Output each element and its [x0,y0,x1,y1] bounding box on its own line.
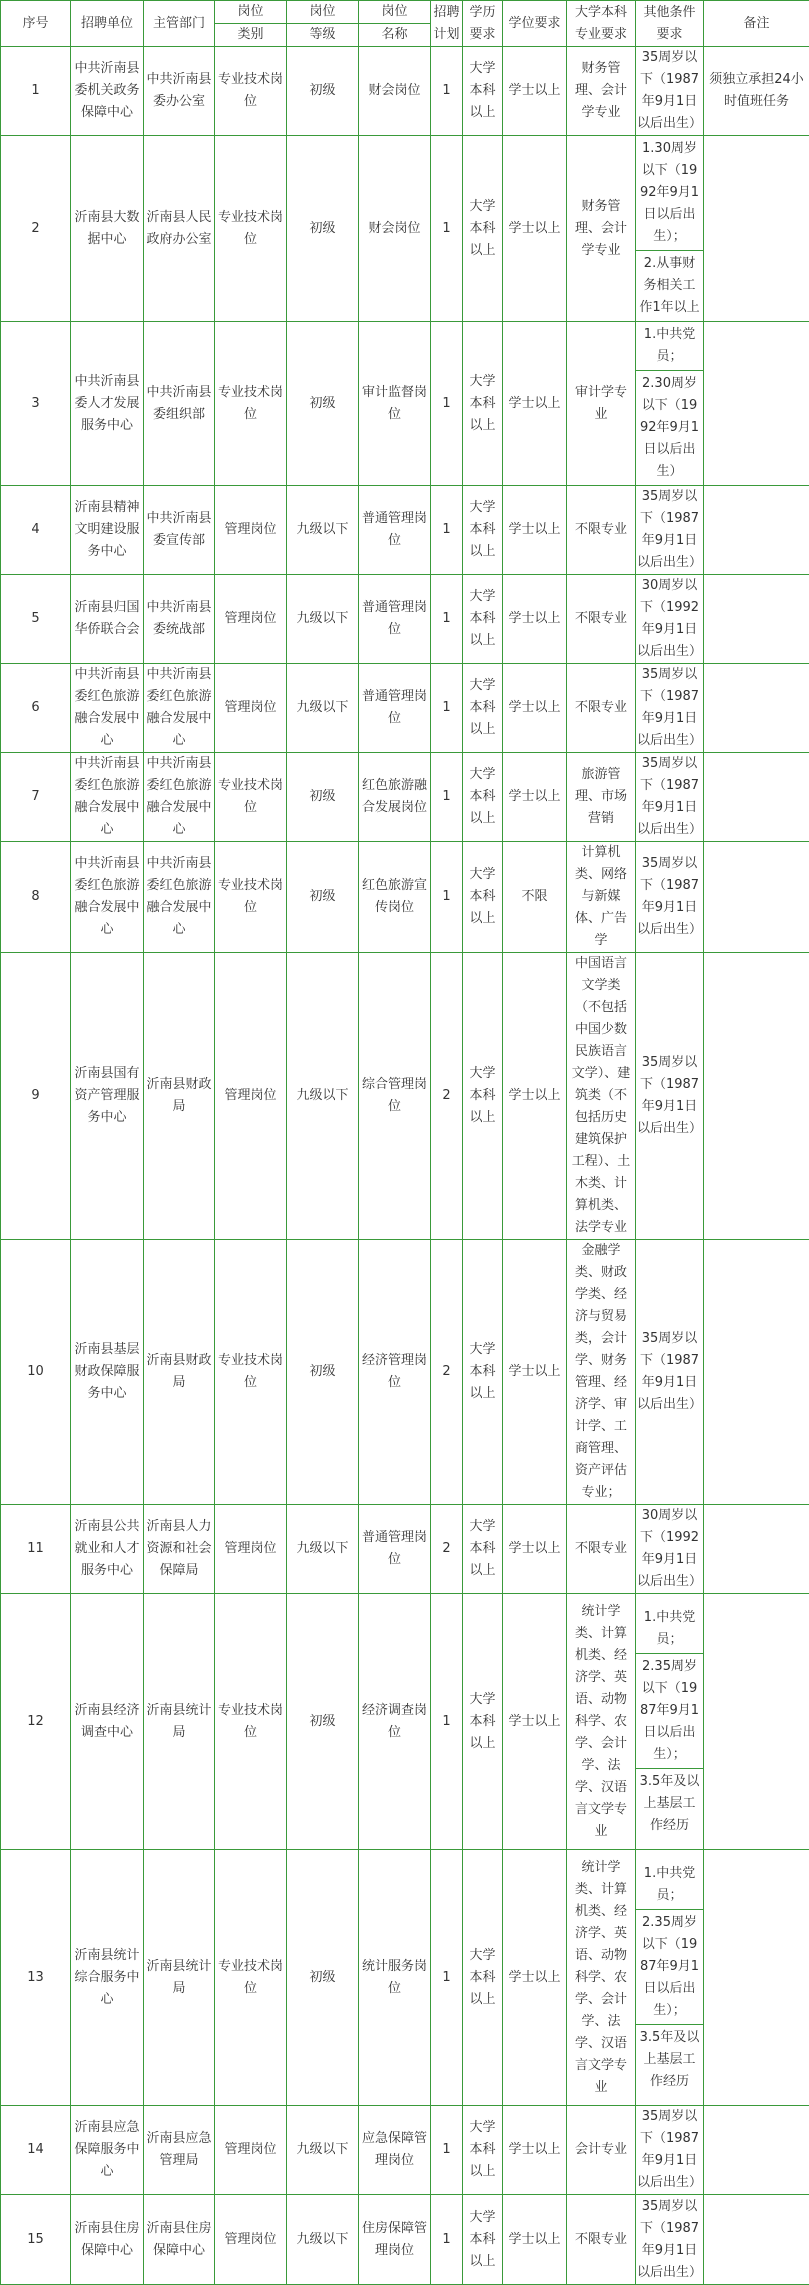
row-degree: 学士以上 [503,2195,567,2285]
row-degree: 学士以上 [503,1850,567,2106]
row-grade: 初级 [287,1850,359,2106]
row-edu: 大学本科以上 [463,1240,503,1505]
row-name: 综合管理岗位 [359,953,431,1240]
row-note [704,486,809,575]
row-edu: 大学本科以上 [463,664,503,753]
row-unit: 中共沂南县委红色旅游融合发展中心 [71,664,144,753]
row-type: 管理岗位 [215,486,287,575]
row-name: 统计服务岗位 [359,1850,431,2106]
row-seq: 15 [1,2195,71,2285]
row-name: 普通管理岗位 [359,575,431,664]
row-dept: 沂南县统计局 [144,1850,215,2106]
row-degree: 学士以上 [503,575,567,664]
row-other: 35周岁以下（1987年9月1日以后出生） [636,47,704,136]
row-seq: 6 [1,664,71,753]
row-note: 须独立承担24小时值班任务 [704,47,809,136]
row-grade: 九级以下 [287,2106,359,2195]
row-grade: 初级 [287,1594,359,1850]
row-note [704,1505,809,1594]
row-plan: 1 [431,47,463,136]
row-major: 审计学专业 [567,322,636,486]
row-grade: 九级以下 [287,1505,359,1594]
row-plan: 1 [431,486,463,575]
row-type: 管理岗位 [215,664,287,753]
header-pos-type-top: 岗位 [215,1,287,24]
row-unit: 中共沂南县委人才发展服务中心 [71,322,144,486]
row-unit: 沂南县国有资产管理服务中心 [71,953,144,1240]
row-note [704,1594,809,1850]
table-row [1,842,809,953]
row-grade: 九级以下 [287,2195,359,2285]
row-other: 35周岁以下（1987年9月1日以后出生） [636,486,704,575]
row-other: 30周岁以下（1992年9月1日以后出生） [636,1505,704,1594]
table-row [1,575,809,664]
table-row [1,322,809,486]
row-other: 35周岁以下（1987年9月1日以后出生） [636,842,704,953]
row-unit: 中共沂南县委机关政务保障中心 [71,47,144,136]
row-dept: 沂南县财政局 [144,953,215,1240]
row-other-item: 1.中共党员； [636,1605,703,1654]
row-edu: 大学本科以上 [463,322,503,486]
row-note [704,842,809,953]
row-other-item: 2.35周岁以下（1987年9月1日以后出生）； [636,1909,703,2024]
row-name: 普通管理岗位 [359,1505,431,1594]
row-other-item: 3.5年及以上基层工作经历 [636,1768,703,1839]
row-note [704,575,809,664]
row-edu: 大学本科以上 [463,1850,503,2106]
row-major: 统计学类、计算机类、经济学、英语、动物科学、农学、会计学、法学、汉语言文学专业 [567,1850,636,2106]
row-major: 不限专业 [567,486,636,575]
header-pos-grade-top: 岗位 [287,1,359,24]
row-seq: 4 [1,486,71,575]
row-seq: 10 [1,1240,71,1505]
row-edu: 大学本科以上 [463,842,503,953]
row-degree: 学士以上 [503,664,567,753]
header-degree: 学位要求 [503,1,567,47]
header-other: 其他条件要求 [636,1,704,47]
row-other: 35周岁以下（1987年9月1日以后出生） [636,2106,704,2195]
row-name: 普通管理岗位 [359,664,431,753]
row-type: 管理岗位 [215,2106,287,2195]
row-grade: 初级 [287,753,359,842]
row-type: 管理岗位 [215,2195,287,2285]
table-row [1,136,809,322]
row-other: 30周岁以下（1992年9月1日以后出生） [636,575,704,664]
row-plan: 1 [431,1594,463,1850]
row-type: 专业技术岗位 [215,1240,287,1505]
row-type: 管理岗位 [215,575,287,664]
row-note [704,664,809,753]
row-name: 财会岗位 [359,136,431,322]
row-edu: 大学本科以上 [463,47,503,136]
row-edu: 大学本科以上 [463,2195,503,2285]
row-name: 经济调查岗位 [359,1594,431,1850]
row-note [704,322,809,486]
row-note [704,753,809,842]
row-major: 计算机类、网络与新媒体、广告学 [567,842,636,953]
row-dept: 沂南县住房保障中心 [144,2195,215,2285]
row-edu: 大学本科以上 [463,136,503,322]
row-other-item: 3.5年及以上基层工作经历 [636,2024,703,2095]
row-plan: 1 [431,1850,463,2106]
table-row [1,2195,809,2285]
row-unit: 沂南县归国华侨联合会 [71,575,144,664]
row-grade: 九级以下 [287,486,359,575]
row-unit: 中共沂南县委红色旅游融合发展中心 [71,842,144,953]
row-name: 红色旅游宣传岗位 [359,842,431,953]
row-dept: 中共沂南县委红色旅游融合发展中心 [144,753,215,842]
row-unit: 中共沂南县委红色旅游融合发展中心 [71,753,144,842]
row-name: 普通管理岗位 [359,486,431,575]
row-type: 专业技术岗位 [215,1850,287,2106]
header-unit: 招聘单位 [71,1,144,47]
row-grade: 初级 [287,47,359,136]
table-body [1,47,809,2285]
table-row [1,1850,809,2106]
row-grade: 初级 [287,136,359,322]
row-name: 审计监督岗位 [359,322,431,486]
row-dept: 中共沂南县委统战部 [144,575,215,664]
row-grade: 九级以下 [287,575,359,664]
row-name: 住房保障管理岗位 [359,2195,431,2285]
row-other [636,136,704,322]
row-edu: 大学本科以上 [463,486,503,575]
table-row [1,1240,809,1505]
header-major: 大学本科专业要求 [567,1,636,47]
row-dept: 中共沂南县委办公室 [144,47,215,136]
row-edu: 大学本科以上 [463,1594,503,1850]
header-dept: 主管部门 [144,1,215,47]
row-seq: 8 [1,842,71,953]
row-other-item: 1.30周岁以下（1992年9月1日以后出生）； [636,136,703,251]
row-grade: 初级 [287,1240,359,1505]
row-degree: 不限 [503,842,567,953]
row-dept: 中共沂南县委红色旅游融合发展中心 [144,842,215,953]
row-major: 财务管理、会计学专业 [567,47,636,136]
row-major: 不限专业 [567,1505,636,1594]
row-name: 财会岗位 [359,47,431,136]
row-grade: 初级 [287,842,359,953]
row-other-item: 2.35周岁以下（1987年9月1日以后出生）； [636,1653,703,1768]
row-major: 中国语言文学类（不包括中国少数民族语言文学）、建筑类（不包括历史建筑保护工程）、土木类、计算机类、法学专业 [567,953,636,1240]
row-major: 统计学类、计算机类、经济学、英语、动物科学、农学、会计学、法学、汉语言文学专业 [567,1594,636,1850]
row-type: 专业技术岗位 [215,322,287,486]
row-major: 不限专业 [567,2195,636,2285]
table-row [1,664,809,753]
row-dept: 中共沂南县委红色旅游融合发展中心 [144,664,215,753]
row-degree: 学士以上 [503,136,567,322]
row-edu: 大学本科以上 [463,2106,503,2195]
row-degree: 学士以上 [503,322,567,486]
row-dept: 沂南县人民政府办公室 [144,136,215,322]
row-other-item: 1.中共党员； [636,1861,703,1910]
row-type: 管理岗位 [215,1505,287,1594]
row-degree: 学士以上 [503,47,567,136]
row-seq: 11 [1,1505,71,1594]
table-row [1,1505,809,1594]
header-seq: 序号 [1,1,71,47]
row-name: 红色旅游融合发展岗位 [359,753,431,842]
row-type: 专业技术岗位 [215,47,287,136]
row-plan: 1 [431,575,463,664]
table-row [1,486,809,575]
row-other: 35周岁以下（1987年9月1日以后出生） [636,664,704,753]
row-degree: 学士以上 [503,1594,567,1850]
row-degree: 学士以上 [503,2106,567,2195]
row-plan: 1 [431,136,463,322]
header-pos-type: 类别 [215,24,287,47]
row-unit: 沂南县住房保障中心 [71,2195,144,2285]
row-unit: 沂南县应急保障服务中心 [71,2106,144,2195]
row-major: 会计专业 [567,2106,636,2195]
row-edu: 大学本科以上 [463,953,503,1240]
row-plan: 1 [431,664,463,753]
row-plan: 2 [431,953,463,1240]
row-grade: 九级以下 [287,953,359,1240]
row-dept: 沂南县统计局 [144,1594,215,1850]
row-plan: 1 [431,2195,463,2285]
header-note: 备注 [704,1,809,47]
row-other: 35周岁以下（1987年9月1日以后出生） [636,1240,704,1505]
row-plan: 2 [431,1240,463,1505]
row-seq: 9 [1,953,71,1240]
row-other: 35周岁以下（1987年9月1日以后出生） [636,953,704,1240]
row-other-item: 2.30周岁以下（1992年9月1日以后出生） [636,371,703,486]
row-type: 管理岗位 [215,953,287,1240]
row-name: 应急保障管理岗位 [359,2106,431,2195]
row-type: 专业技术岗位 [215,842,287,953]
row-edu: 大学本科以上 [463,753,503,842]
table-row [1,753,809,842]
row-degree: 学士以上 [503,1240,567,1505]
row-other-item: 2.从事财务相关工作1年以上 [636,251,703,322]
row-seq: 7 [1,753,71,842]
row-unit: 沂南县精神文明建设服务中心 [71,486,144,575]
row-plan: 2 [431,1505,463,1594]
row-other [636,1594,704,1850]
row-seq: 5 [1,575,71,664]
row-plan: 1 [431,2106,463,2195]
row-dept: 沂南县应急管理局 [144,2106,215,2195]
row-major: 金融学类、财政学类、经济与贸易类，会计学、财务管理、经济学、审计学、工商管理、资产评估专业； [567,1240,636,1505]
row-seq: 1 [1,47,71,136]
header-pos-grade: 等级 [287,24,359,47]
row-grade: 九级以下 [287,664,359,753]
row-name: 经济管理岗位 [359,1240,431,1505]
row-note [704,1850,809,2106]
header-edu: 学历要求 [463,1,503,47]
row-unit: 沂南县统计综合服务中心 [71,1850,144,2106]
row-other-item: 1.中共党员； [636,322,703,371]
row-note [704,1240,809,1505]
table-row [1,47,809,136]
header-plan: 招聘计划 [431,1,463,47]
row-degree: 学士以上 [503,953,567,1240]
row-type: 专业技术岗位 [215,136,287,322]
row-dept: 中共沂南县委组织部 [144,322,215,486]
row-unit: 沂南县基层财政保障服务中心 [71,1240,144,1505]
row-major: 不限专业 [567,575,636,664]
row-other: 35周岁以下（1987年9月1日以后出生） [636,2195,704,2285]
row-note [704,2195,809,2285]
header-pos-name: 名称 [359,24,431,47]
row-other [636,1850,704,2106]
row-major: 不限专业 [567,664,636,753]
row-degree: 学士以上 [503,486,567,575]
header-pos-name-top: 岗位 [359,1,431,24]
row-unit: 沂南县公共就业和人才服务中心 [71,1505,144,1594]
row-seq: 12 [1,1594,71,1850]
row-plan: 1 [431,322,463,486]
row-note [704,953,809,1240]
row-major: 旅游管理、市场营销 [567,753,636,842]
row-type: 专业技术岗位 [215,1594,287,1850]
row-plan: 1 [431,753,463,842]
row-unit: 沂南县大数据中心 [71,136,144,322]
row-degree: 学士以上 [503,1505,567,1594]
row-seq: 3 [1,322,71,486]
row-unit: 沂南县经济调查中心 [71,1594,144,1850]
row-other: 35周岁以下（1987年9月1日以后出生） [636,753,704,842]
row-grade: 初级 [287,322,359,486]
row-dept: 沂南县财政局 [144,1240,215,1505]
row-seq: 2 [1,136,71,322]
row-type: 专业技术岗位 [215,753,287,842]
row-major: 财务管理、会计学专业 [567,136,636,322]
row-edu: 大学本科以上 [463,575,503,664]
row-degree: 学士以上 [503,753,567,842]
row-other [636,322,704,486]
row-plan: 1 [431,842,463,953]
row-seq: 14 [1,2106,71,2195]
row-dept: 沂南县人力资源和社会保障局 [144,1505,215,1594]
row-dept: 中共沂南县委宣传部 [144,486,215,575]
row-edu: 大学本科以上 [463,1505,503,1594]
table-row [1,1594,809,1850]
row-seq: 13 [1,1850,71,2106]
row-note [704,136,809,322]
table-row [1,953,809,1240]
